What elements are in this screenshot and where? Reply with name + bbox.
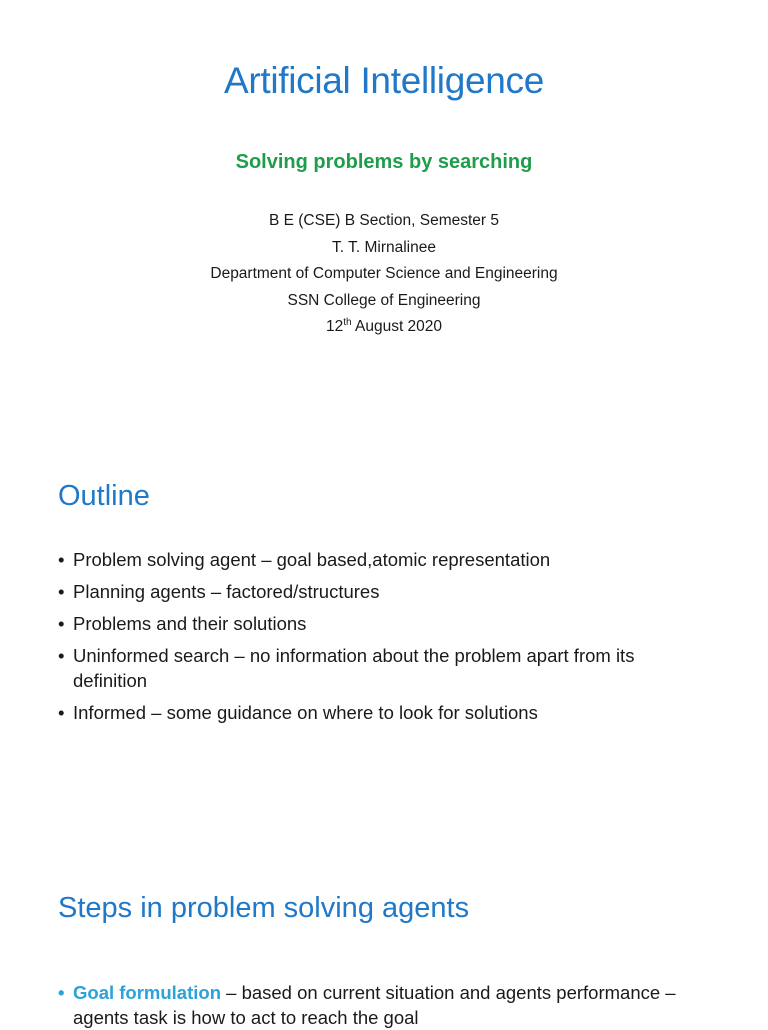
- bullet-icon: •: [58, 549, 65, 570]
- title-slide: [0, 0, 768, 432]
- date-day: 12: [325, 318, 344, 335]
- list-item: [58, 981, 708, 1030]
- list-item-text: Planning agents – factored/structures: [73, 581, 380, 602]
- date-suffix: th: [343, 317, 352, 328]
- slide-title: Artificial Intelligence: [223, 60, 545, 101]
- date-rest: August 2020: [351, 318, 443, 335]
- list-item: [58, 612, 708, 637]
- department-line: Department of Computer Science and Engineering: [210, 265, 558, 282]
- bullet-icon: •: [58, 613, 65, 634]
- steps-heading: Steps in problem solving agents: [58, 892, 470, 924]
- date-line: [0, 314, 768, 341]
- list-item: [58, 644, 708, 693]
- list-item: [58, 548, 708, 573]
- bullet-icon: •: [58, 982, 65, 1003]
- outline-slide: [0, 432, 768, 864]
- list-item-text: Uninformed search – no information about the problem apart from its definition: [73, 645, 635, 691]
- presenter-info: [0, 208, 768, 341]
- list-item-text: Problem solving agent – goal based,atomic representation: [73, 549, 551, 570]
- slide-subtitle: Solving problems by searching: [235, 151, 533, 173]
- steps-list: [58, 981, 708, 1030]
- list-item-text: Informed – some guidance on where to look for solutions: [73, 701, 538, 723]
- author-line: T. T. Mirnalinee: [332, 238, 436, 256]
- goal-formulation-text: – based on current situation and agents performance – agents task is how to act to reach the goal: [73, 982, 676, 1028]
- bullet-icon: •: [58, 645, 65, 666]
- outline-list: [58, 548, 708, 733]
- outline-heading: Outline: [58, 480, 150, 512]
- course-line: B E (CSE) B Section, Semester 5: [268, 212, 499, 229]
- goal-formulation-term: Goal formulation: [73, 982, 221, 1003]
- bullet-icon: •: [58, 701, 65, 723]
- list-item: [58, 701, 708, 726]
- steps-slide: [0, 864, 768, 1028]
- college-line: SSN College of Engineering: [287, 291, 481, 309]
- list-item-text: Problems and their solutions: [73, 613, 307, 634]
- list-item: [58, 580, 708, 605]
- bullet-icon: •: [58, 581, 65, 602]
